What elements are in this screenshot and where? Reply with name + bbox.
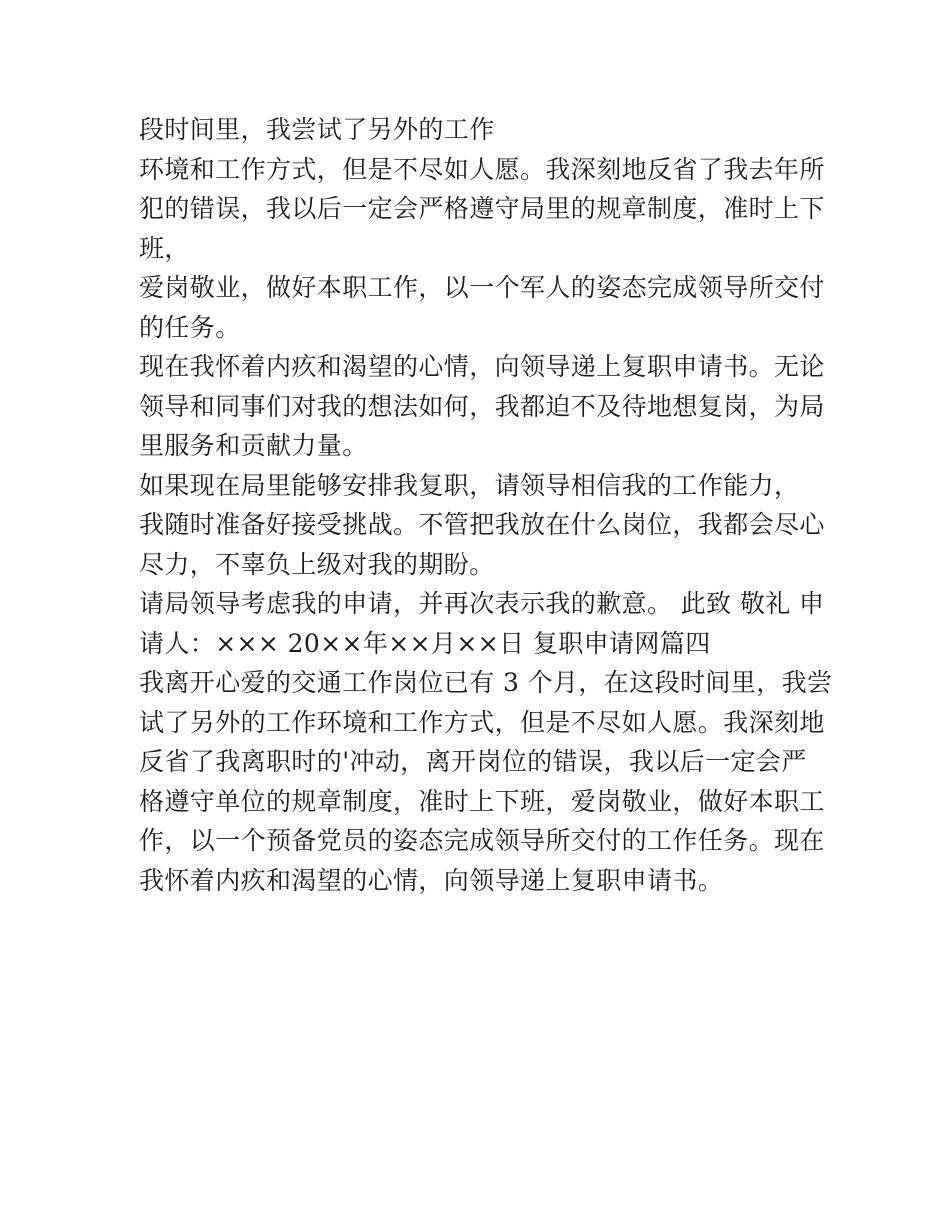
text-line: 尽力，不辜负上级对我的期盼。 bbox=[139, 549, 495, 579]
text-line: 如果现在局里能够安排我复职，请领导相信我的工作能力， bbox=[139, 470, 800, 500]
text-line: 我随时准备好接受挑战。不管把我放在什么岗位，我都会尽心 bbox=[139, 510, 825, 539]
text-line: 请人：××× 20××年××月××日 复职申请网篇四 bbox=[139, 628, 711, 658]
text-line: 现在我怀着内疚和渴望的心情，向领导递上复职申请书。无论 bbox=[139, 352, 825, 381]
text-line: 爱岗敬业，做好本职工作，以一个军人的姿态完成领导所交付 bbox=[139, 273, 825, 302]
text-line: 环境和工作方式，但是不尽如人愿。我深刻地反省了我去年所 bbox=[139, 154, 825, 184]
text-line: 我怀着内疚和渴望的心情，向领导递上复职申请书。 bbox=[139, 865, 724, 895]
text-line: 反省了我离职时的'冲动，离开岗位的错误，我以后一定会严 bbox=[139, 747, 807, 776]
text-line: 里服务和贡献力量。 bbox=[139, 431, 368, 460]
text-line: 领导和同事们对我的想法如何，我都迫不及待地想复岗，为局 bbox=[139, 391, 825, 421]
text-line: 犯的错误，我以后一定会严格遵守局里的规章制度，准时上下 bbox=[139, 194, 825, 223]
text-line: 格遵守单位的规章制度，准时上下班，爱岗敬业，做好本职工 bbox=[139, 786, 825, 816]
text-line: 的任务。 bbox=[139, 312, 241, 342]
text-line: 请局领导考虑我的申请，并再次表示我的歉意。 此致 敬礼 申 bbox=[139, 589, 825, 618]
text-line: 我离开心爱的交通工作岗位已有 3 个月，在这段时间里，我尝 bbox=[139, 668, 833, 697]
text-line: 试了另外的工作环境和工作方式，但是不尽如人愿。我深刻地 bbox=[139, 707, 825, 737]
document-body bbox=[139, 110, 833, 900]
text-line: 段时间里，我尝试了另外的工作 bbox=[139, 115, 495, 144]
text-line: 班， bbox=[139, 233, 190, 263]
text-line: 作，以一个预备党员的姿态完成领导所交付的工作任务。现在 bbox=[139, 826, 825, 855]
